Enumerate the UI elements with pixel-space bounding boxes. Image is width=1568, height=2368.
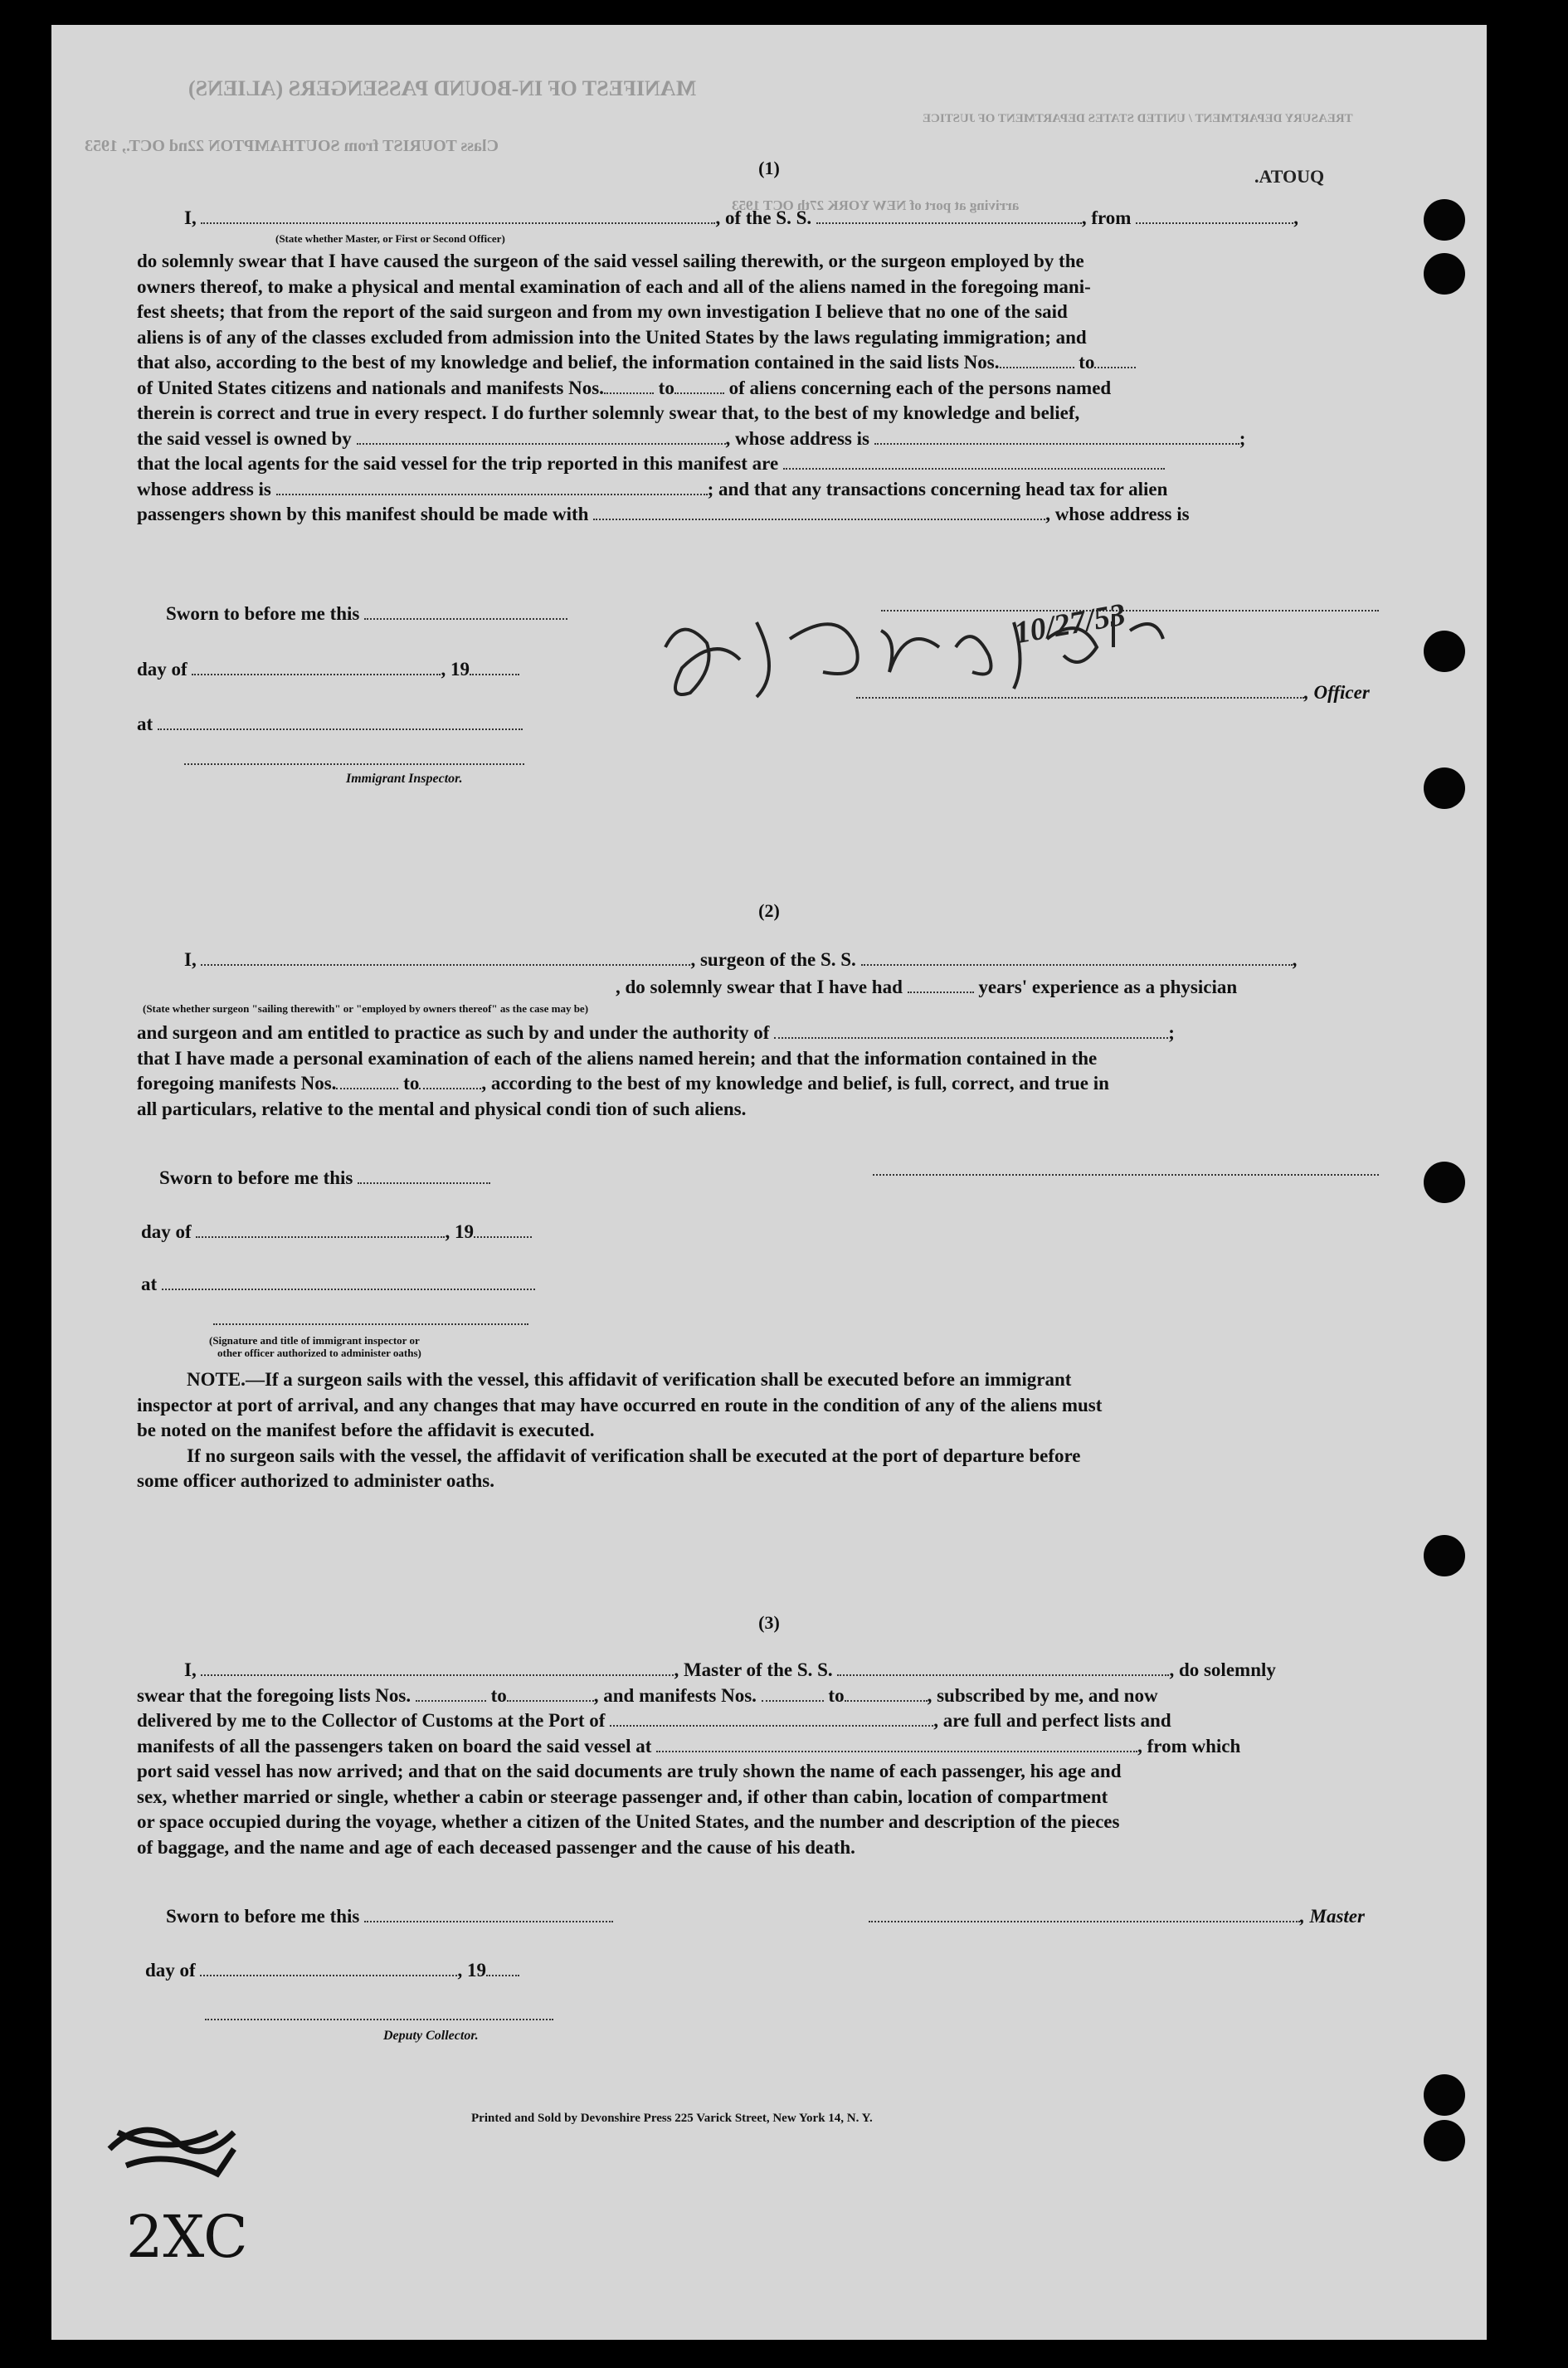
s1-oath-line: I, , of the S. S. , from , [184, 207, 1298, 228]
s1-inspector-rule [184, 763, 524, 765]
s2-body: and surgeon and am entitled to practice as such by and under the authority of ; that I have made a personal examination of each of the aliens named herein; and that the information contained in the foregoing manifests Nos. to , according to the best of my knowledge and belief, is full, correct, and true in all particulars, relative to the mental and physical condi tion of such aliens. [137, 1022, 1175, 1119]
s3-master-line: , Master [869, 1904, 1365, 1929]
section-1-number: (1) [758, 158, 780, 178]
bleed-stamp: .ATOUQ [1254, 166, 1325, 187]
section-3-number: (3) [758, 1612, 780, 1633]
punch-hole [1424, 1162, 1465, 1203]
bleed-header-title: MANIFEST OF IN-BOUND PASSENGERS (ALIENS) [188, 76, 697, 100]
s2-signature-rule [873, 1174, 1379, 1176]
s3-sworn: Sworn to before me this [166, 1904, 613, 1929]
s1-sworn: Sworn to before me this [166, 602, 567, 626]
punch-hole [1424, 199, 1465, 241]
bleed-right-block: TREASURY DEPARTMENT / UNITED STATES DEPARTMENT OF JUSTICE [923, 112, 1353, 125]
punch-hole [1424, 2074, 1465, 2116]
s2-sig-caption-2: other officer authorized to administer oaths) [217, 1347, 421, 1359]
punch-hole [1424, 631, 1465, 672]
s2-day-of: day of , 19 [141, 1220, 532, 1245]
s1-caption: (State whether Master, or First or Second Officer) [275, 232, 505, 245]
handwritten-mark: 2XC [126, 2203, 248, 2271]
manifest-back-page [51, 25, 1487, 2340]
punch-holes [1424, 0, 1470, 2368]
s1-body: do solemnly swear that I have caused the surgeon of the said vessel sailing therewith, or the surgeon employed by the owners thereof, to make a physical and mental examination of each and all of the aliens named in the foregoing mani- fest sheets; that from the report of the said surgeon and from my own investigation I believe that no one of the said aliens is of any of the classes excluded from admission into the United States by the laws regulating immigration; and that also, according to the best of my knowledge and belief, the information contained in the said lists Nos. to of United States citizens and nationals and manifests Nos. to of aliens concerning each of the persons named therein is correct and true in every respect. I do further solemnly swear that, to the best of my knowledge and belief, the said vessel is owned by , whose address is ; that the local agents for the said vessel for the trip reported in this manifest are whose address is ; and that any transactions concerning head tax for alien passengers shown by this manifest should be made with , whose address is [137, 251, 1246, 524]
bleed-class-line: Class TOURIST from SOUTHAMPTON 22nd OCT., 1953 [85, 137, 499, 155]
s2-line2: , do solemnly swear that I have had years' experience as a physician [616, 977, 1238, 997]
punch-hole [1424, 2120, 1465, 2161]
s2-sworn: Sworn to before me this [159, 1166, 490, 1191]
punch-hole [1424, 1535, 1465, 1576]
s1-at: at [137, 712, 523, 737]
bleed-arriving-line: arriving at port of NEW YORK 27th OCT 1953 [732, 197, 1020, 213]
s3-body: I, , Master of the S. S. , do solemnly swear that the foregoing lists Nos. to , and manifests Nos. to , subscribed by me, and now delivered by me to the Collector of Customs at the Port of , are full and perfect lists and manifests of all the passengers taken on board the said vessel at , from which port said vessel has now arrived; and that on the said documents are truly shown the name of each passenger, his age and sex, whether married or single, whether a cabin or steerage passenger and, if other than cabin, location of compartment or space occupied during the voyage, whether a citizen of the United States, and the number and description of the pieces of baggage, and the name and age of each deceased passenger and the cause of his death. [137, 1659, 1276, 1858]
s2-caption: (State whether surgeon "sailing therewith" or "employed by owners thereof" as the case may be) [143, 1002, 589, 1015]
handwritten-date: 10/27/53 [1011, 597, 1128, 651]
s2-line1: I, , surgeon of the S. S. , [184, 949, 1298, 970]
s2-sig-caption-1: (Signature and title of immigrant inspector or [209, 1334, 420, 1347]
s1-inspector-label: Immigrant Inspector. [346, 772, 463, 786]
s1-officer-line: , Officer [856, 680, 1370, 705]
s1-day-of: day of , 19 [137, 657, 519, 682]
s3-collector-rule [205, 2019, 553, 2020]
s2-at: at [141, 1272, 535, 1297]
punch-hole [1424, 767, 1465, 809]
punch-hole [1424, 253, 1465, 295]
s2-inspector-rule [213, 1323, 528, 1325]
s2-note: NOTE.—If a surgeon sails with the vessel, this affidavit of verification shall be executed before an immigrant inspector at port of arrival, and any changes that may have occurred en route in the condition of any of the aliens must be noted on the manifest before the affidavit is executed. If no surgeon sails with the vessel, the affidavit of verification shall be executed at the port of departure before some officer authorized to administer oaths. [137, 1369, 1103, 1491]
scribble-mark [93, 2099, 275, 2182]
s3-collector-label: Deputy Collector. [383, 2029, 479, 2043]
printer-footer: Printed and Sold by Devonshire Press 225 Varick Street, New York 14, N. Y. [471, 2112, 873, 2125]
section-2-number: (2) [758, 900, 780, 921]
s3-day-of: day of , 19 [145, 1958, 519, 1983]
officer-signature [632, 589, 1379, 714]
